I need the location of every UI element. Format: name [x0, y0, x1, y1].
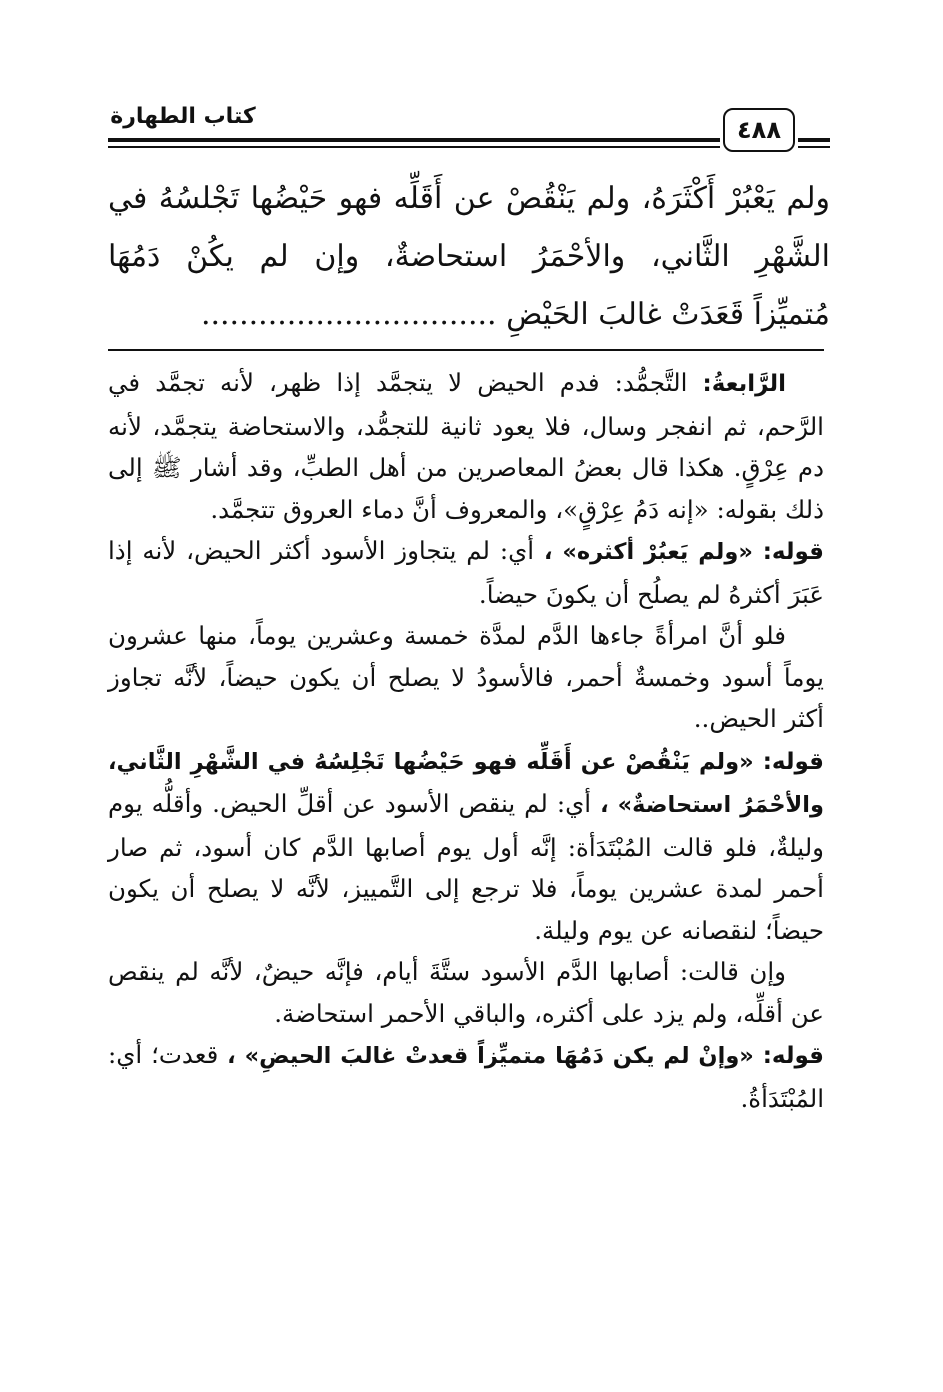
quoted-matn: «ولم يَعبُرْ أكثره» ، — [543, 539, 763, 565]
header-rule-right-thick — [798, 138, 830, 142]
paragraph-text: أي: لم ينقص الأسود عن أقلِّ الحيض. وأقلُّه يوم وليلةٌ، فلو قالت المُبْتَدَأة: إنَّه أول يوم أصابها الدَّم كان أسود، ثم صار أحمر لمدة عشرين يوماً، فلا ترجع إلى التَّمييز، لأنَّه لا يصلح أن يكون حيضاً؛ لنقصانه عن يوم وليلة. — [108, 789, 824, 945]
commentary-paragraph — [108, 1034, 824, 1119]
quoted-matn: «ولم يَنْقُصْ عن أَقَلِّه فهو حَيْضُها تَجْلِسُهُ في الشَّهْرِ الثَّاني، والأحْمَرُ استحاضةٌ» ، — [108, 748, 824, 818]
commentary-paragraph — [108, 740, 824, 952]
header-rule-left-thin — [108, 146, 720, 148]
matn-line: ولم يَعْبُرْ أَكْثَرَهُ، ولم يَنْقُصْ عن أَقَلِّه فهو حَيْضُها تَجْلسُهُ في — [108, 181, 830, 216]
quoted-matn: «وإنْ لم يكن دَمُهَا متميِّزاً قعدتْ غالبَ الحيضِ» ، — [227, 1043, 763, 1069]
paragraph-lead: قوله: — [762, 1043, 824, 1069]
matn-line: مُتميِّزاً قَعَدَتْ غالبَ الحَيْضِ ............................... — [200, 297, 830, 332]
matn-commentary-divider — [108, 349, 824, 351]
paragraph-lead: قوله: — [762, 748, 824, 775]
paragraph-text: قعدت؛ أي: المُبْتَدَأةُ. — [108, 1040, 824, 1113]
page-header — [108, 98, 830, 158]
paragraph-lead: الرَّابعةُ: — [702, 371, 786, 397]
paragraph-text: التَّجمُّد: فدم الحيض لا يتجمَّد إذا ظهر، لأنه تجمَّد في الرَّحم، ثم انفجر وسال، فلا يعود ثانية للتجمُّد، والاستحاضة يتجمَّد، لأنه دم عِرْقٍ. هكذا قال بعضُ المعاصرين من أهل الطبِّ، وقد أشار ﷺ إلى ذلك بقوله: «إنه دَمُ عِرْقٍ»، والمعروف أنَّ دماء العروق تتجمَّد. — [108, 368, 824, 524]
commentary-paragraph — [108, 951, 824, 1034]
commentary-paragraph — [108, 615, 824, 740]
commentary-paragraph — [108, 530, 824, 615]
paragraph-text: فلو أنَّ امرأةً جاءها الدَّم لمدَّة خمسة وعشرين يوماً، منها عشرون يوماً أسود وخمسةٌ أحمر، فالأسودُ لا يصلح أن يكون حيضاً، لأنَّه تجاوز أكثر الحيض.. — [108, 621, 824, 733]
paragraph-lead: قوله: — [762, 539, 824, 565]
matn-line: الشَّهْرِ الثَّاني، والأحْمَرُ استحاضةٌ، وإن لم يكُنْ دَمُهَا — [108, 239, 830, 274]
commentary-paragraph — [108, 362, 824, 530]
paragraph-text: وإن قالت: أصابها الدَّم الأسود ستَّةَ أيام، فإنَّه حيضٌ، لأنَّه لم ينقص عن أقلِّه، ولم يزد على أكثره، والباقي الأحمر استحاضة. — [108, 957, 824, 1028]
paragraph-text: أي: لم يتجاوز الأسود أكثر الحيض، لأنه إذا عَبَرَ أكثرهُ لم يصلُح أن يكونَ حيضاً. — [108, 536, 824, 609]
page-number: ٤٨٨ — [723, 108, 795, 152]
header-rule-right-thin — [798, 146, 830, 148]
header-rule-left-thick — [108, 138, 720, 142]
matn-text — [108, 170, 830, 344]
commentary — [108, 362, 824, 1119]
book-title: كتاب الطهارة — [110, 104, 256, 129]
